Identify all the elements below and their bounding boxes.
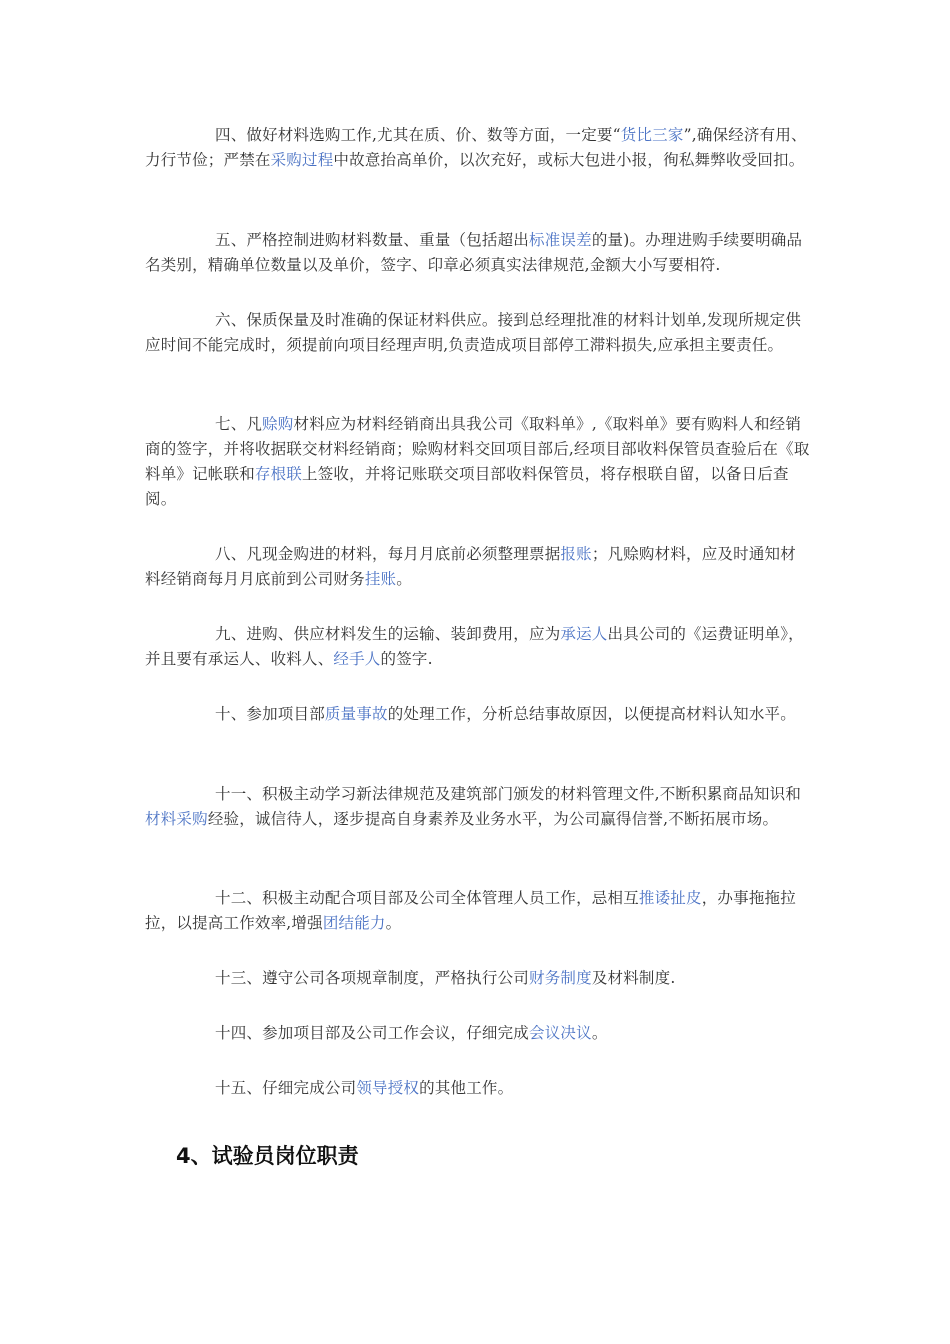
paragraph-text: 十三、遵守公司各项规章制度，严格执行公司 [215,969,530,987]
paragraph-text: 五、严格控制进购材料数量、重量（包括超出 [215,231,530,249]
paragraph-9 [145,622,811,672]
inline-link[interactable]: 标准误差 [529,231,592,249]
paragraph-13 [145,966,811,991]
paragraph-text: 出具公司的《运费证明单》，并且要有承运人、收料人、 [145,625,804,668]
paragraph-6 [145,308,811,358]
paragraph-text: 九、进购、供应材料发生的运输、装卸费用，应为 [215,625,561,643]
paragraph-text: 中故意抬高单价，以次充好，或标大包进小报，徇私舞弊收受回扣。 [333,151,805,169]
paragraph-text: ，办事拖拖拉拉，以提高工作效率,增强 [145,889,796,932]
paragraph-11 [145,782,811,832]
inline-link[interactable]: 采购过程 [270,151,334,169]
paragraph-text: 六、保质保量及时准确的保证材料供应。接到总经理批准的材料计划单,发现所规定供应时间不能完成时，须提前向项目经理声明,负责造成项目部停工滞料损失,应承担主要责任。 [145,311,802,354]
paragraph-text: 的签字. [380,650,433,668]
inline-link[interactable]: 挂账 [364,570,397,588]
inline-link[interactable]: 材料采购 [145,810,208,828]
paragraph-7 [145,412,811,512]
inline-link[interactable]: 会议决议 [529,1024,592,1042]
paragraph-text: 十、参加项目部 [215,705,325,723]
inline-link[interactable]: 质量事故 [324,705,388,723]
paragraph-text: ；凡赊购材料，应及时通知材料经销商每月月底前到公司财务 [145,545,796,588]
paragraph-8 [145,542,811,592]
paragraph-text: 上签收，并将记账联交项目部收料保管员，将存根联自留，以备日后查阅。 [145,465,789,508]
inline-link[interactable]: 货比三家 [620,126,684,144]
inline-link[interactable]: 推诿扯皮 [638,889,702,907]
paragraph-text: 的量)。办理进购手续要明确品名类别，精确单位数量以及单价，签字、印章必须真实法律规范,金额大小写要相符. [145,231,803,274]
paragraph-text: 及材料制度. [591,969,676,987]
paragraph-text: 经验，诚信待人，逐步提高自身素养及业务水平，为公司赢得信誉,不断拓展市场。 [207,810,779,828]
paragraph-10 [145,702,811,727]
paragraph-text: 七、凡 [215,415,263,433]
inline-link[interactable]: 报账 [560,545,592,563]
section-heading: 4、试验员岗位职责 [176,1144,359,1168]
paragraph-text: 十五、仔细完成公司 [215,1079,357,1097]
paragraph-text: 材料应为材料经销商出具我公司《取料单》,《取料单》要有购料人和经销商的签字，并将收据联交材料经销商；赊购材料交回项目部后,经项目部收料保管员查验后在《取料单》记帐联和 [145,415,810,483]
paragraph-14 [145,1021,811,1046]
paragraph-text: ”,确保经济有用、力行节俭；严禁在 [145,126,807,169]
paragraph-4 [145,123,811,173]
paragraph-text: 。 [396,570,412,588]
paragraph-15 [145,1076,811,1101]
paragraph-text: 十一、积极主动学习新法律规范及建筑部门颁发的材料管理文件,不断积累商品知识和 [215,785,802,803]
inline-link[interactable]: 赊购 [262,415,294,433]
paragraph-5 [145,228,811,278]
paragraph-text: 。 [591,1024,608,1042]
inline-link[interactable]: 承运人 [560,625,608,643]
inline-link[interactable]: 经手人 [333,650,381,668]
inline-link[interactable]: 团结能力 [322,914,386,932]
paragraph-text: 的其他工作。 [419,1079,514,1097]
paragraph-text: 十四、参加项目部及公司工作会议，仔细完成 [215,1024,530,1042]
inline-link[interactable]: 存根联 [254,465,303,483]
paragraph-text: 八、凡现金购进的材料，每月月底前必须整理票据 [215,545,561,563]
paragraph-12 [145,886,811,936]
paragraph-text: 的处理工作，分析总结事故原因，以便提高材料认知水平。 [387,705,796,723]
inline-link[interactable]: 领导授权 [356,1079,420,1097]
inline-link[interactable]: 财务制度 [529,969,592,987]
paragraph-text: 四、做好材料选购工作,尤其在质、价、数等方面，一定要“ [215,126,621,144]
paragraph-text: 。 [385,914,402,932]
paragraph-text: 十二、积极主动配合项目部及公司全体管理人员工作，忌相互 [215,889,639,907]
